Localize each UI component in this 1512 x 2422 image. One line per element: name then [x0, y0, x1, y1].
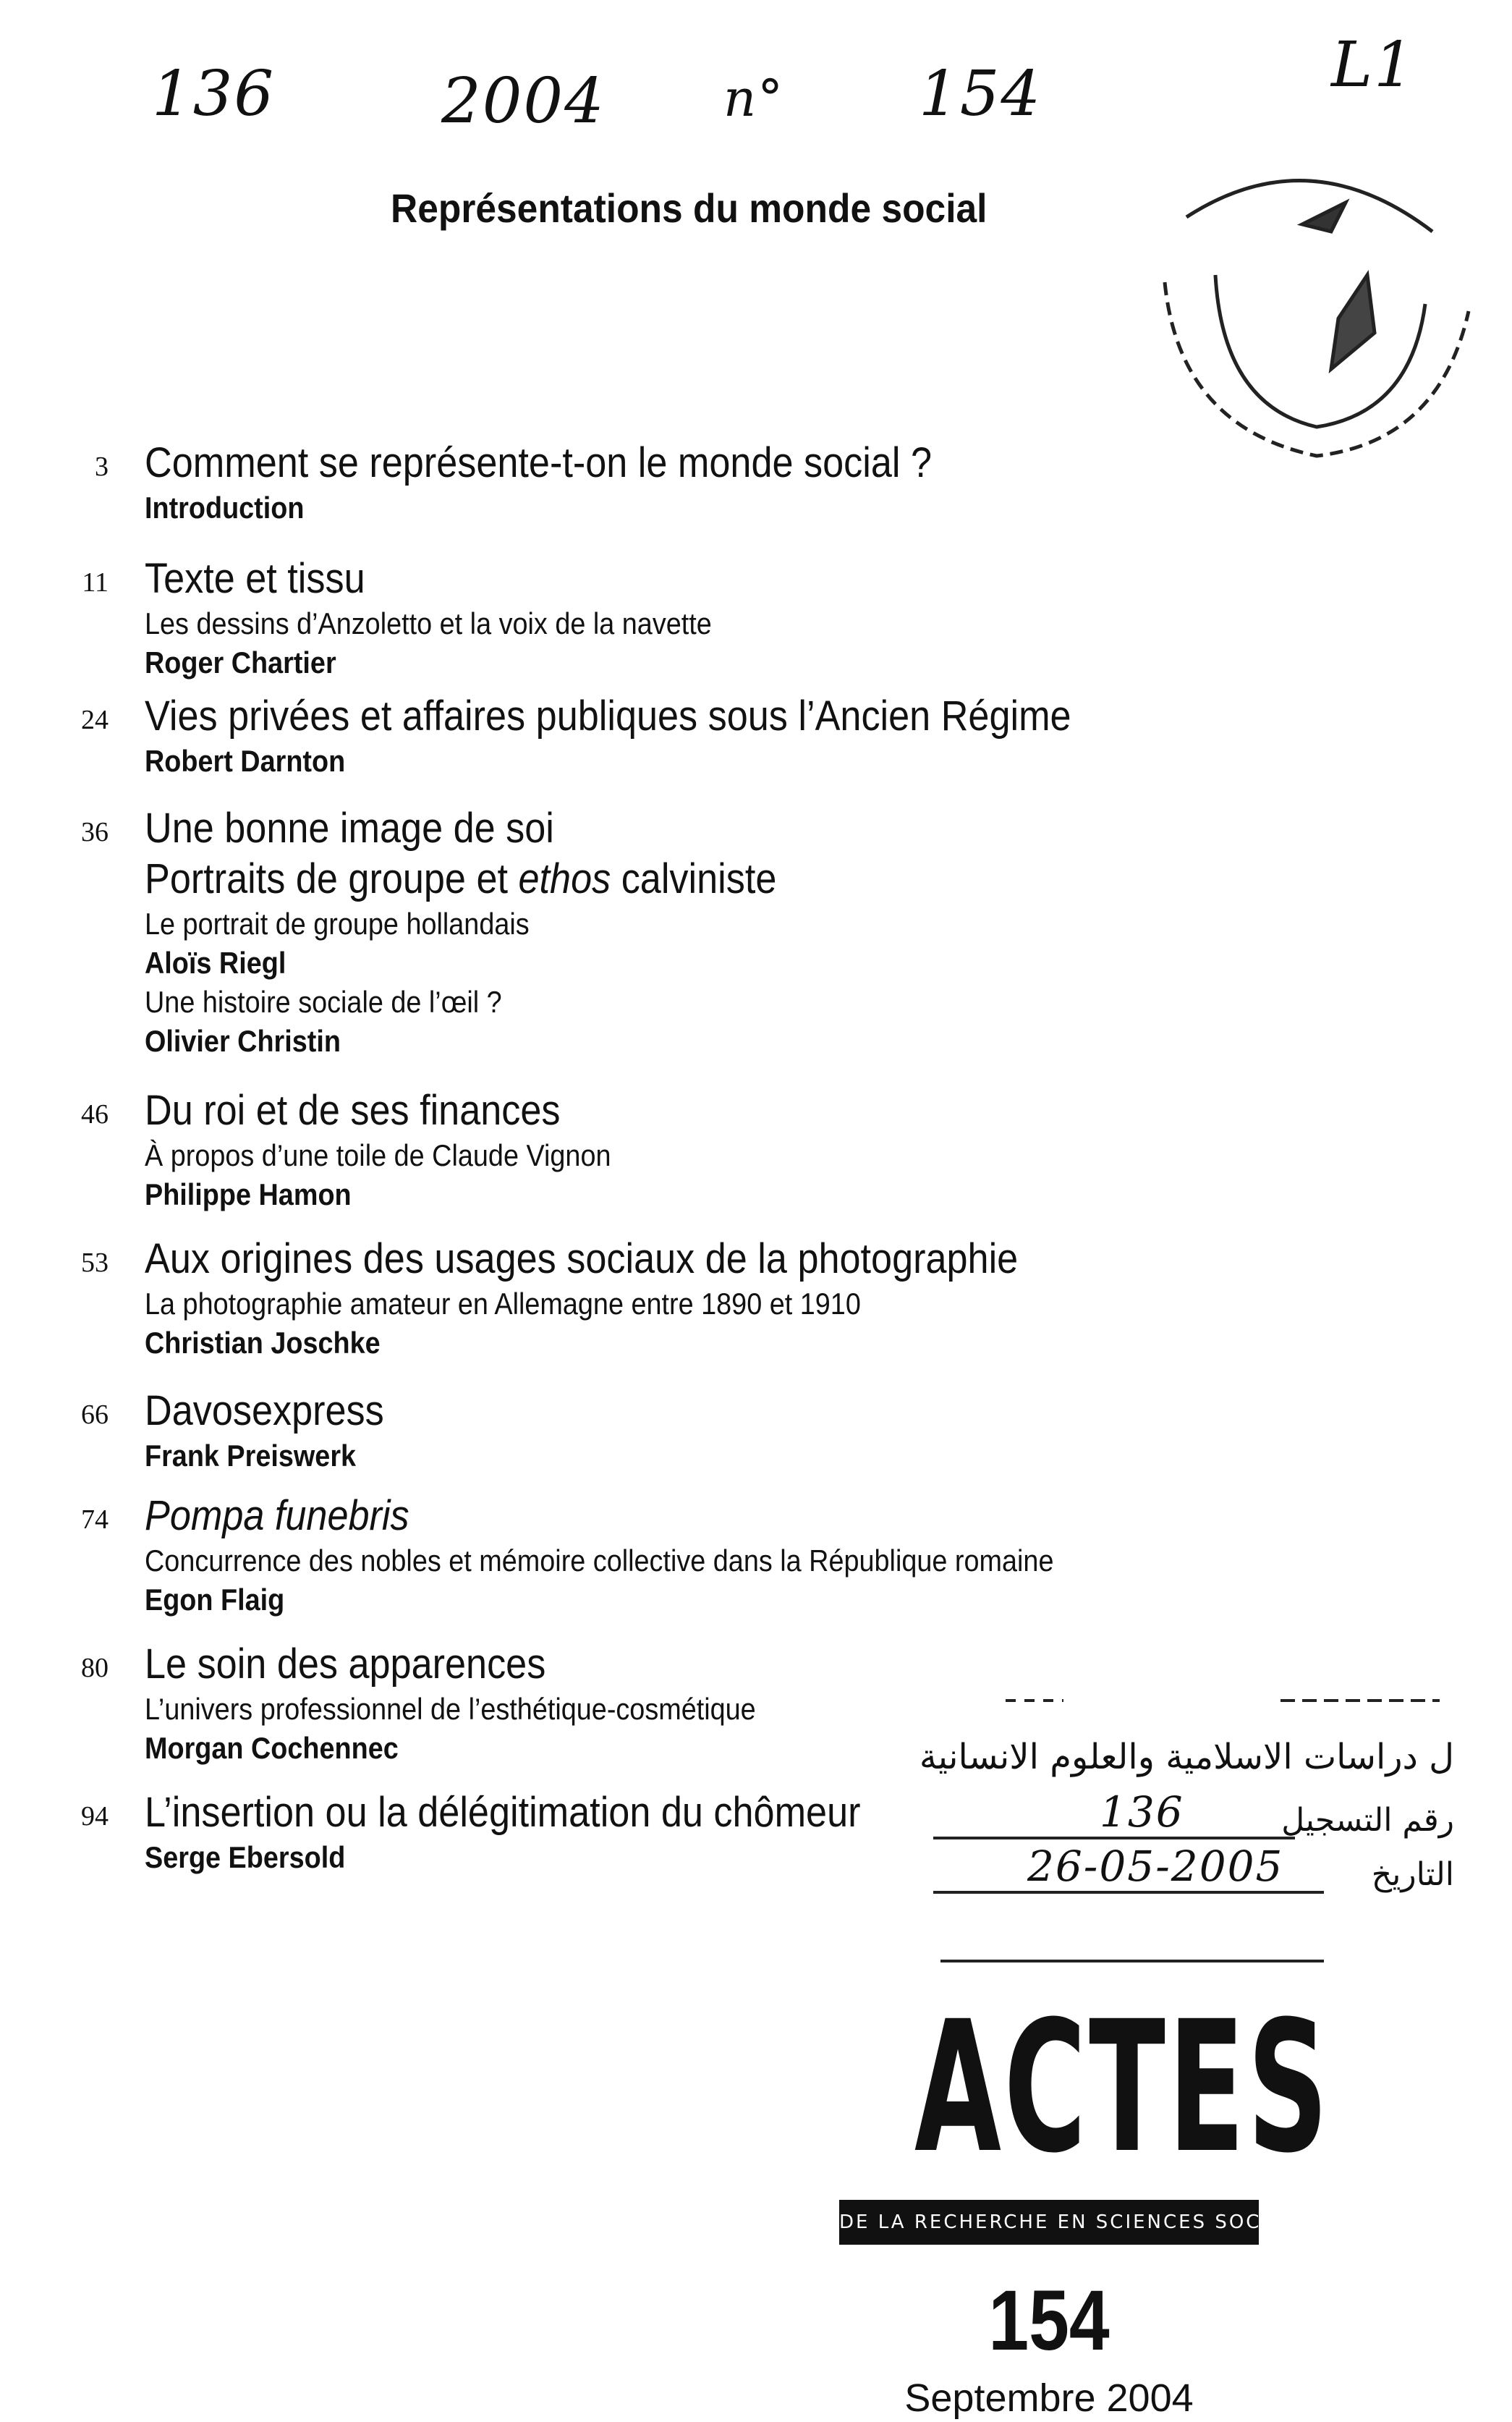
- handwritten-number: 136: [152, 58, 276, 130]
- toc-title: Davosexpress: [145, 1387, 384, 1434]
- toc-page-number: 36: [81, 817, 109, 847]
- toc-entry-body: [145, 1639, 756, 1768]
- toc-page-number: 3: [95, 452, 109, 482]
- toc-subtitle: À propos d’une toile de Claude Vignon: [145, 1138, 611, 1172]
- stamp-institution: ل دراسات الاسلامية والعلوم الانسانية: [919, 1737, 1454, 1777]
- toc-author: Roger Chartier: [145, 645, 336, 679]
- toc-title: Du roi et de ses finances: [145, 1087, 561, 1134]
- toc-author: Aloïs Riegl: [145, 946, 286, 980]
- toc-author: Morgan Cochennec: [145, 1731, 399, 1765]
- toc-entry-body: [145, 438, 932, 528]
- toc-page-number: 94: [81, 1801, 109, 1832]
- stamp-registration-label: رقم التسجيل: [1281, 1802, 1454, 1839]
- toc-subtitle: L’univers professionnel de l’esthétique-cosmétique: [145, 1692, 756, 1726]
- actes-logo: ACTES: [914, 1982, 1331, 2193]
- toc-author: Introduction: [145, 491, 305, 525]
- toc-entry-body: [145, 1234, 1018, 1363]
- toc-subtitle: Concurrence des nobles et mémoire collective dans la République romaine: [145, 1544, 1054, 1578]
- handwritten-corner: L1: [1331, 29, 1415, 101]
- toc-page-number: 24: [81, 705, 109, 735]
- toc-author: Olivier Christin: [145, 1024, 341, 1058]
- toc-subtitle: La photographie amateur en Allemagne entre 1890 et 1910: [145, 1287, 861, 1321]
- toc-page-number: 80: [81, 1653, 109, 1683]
- page-title: Représentations du monde social: [391, 185, 988, 231]
- toc-author: Christian Joschke: [145, 1326, 381, 1360]
- toc-page-number: 46: [81, 1099, 109, 1130]
- toc-page-number: 11: [82, 567, 109, 598]
- toc-subtitle: Les dessins d’Anzoletto et la voix de la navette: [145, 606, 712, 640]
- toc-author: Philippe Hamon: [145, 1177, 352, 1211]
- toc-page-number: 74: [81, 1504, 109, 1535]
- toc-subtitle: Une histoire sociale de l’œil ?: [145, 985, 502, 1019]
- library-stamp-icon: [1136, 166, 1483, 470]
- toc-entry-body: [145, 803, 776, 1061]
- italic-word: ethos: [518, 855, 611, 902]
- toc-title: Comment se représente-t-on le monde social ?: [145, 439, 933, 486]
- toc-page-number: 53: [81, 1248, 109, 1278]
- toc-title: Une bonne image de soi: [145, 805, 554, 852]
- handwritten-no: n°: [723, 69, 785, 128]
- toc-title: Aux origines des usages sociaux de la photographie: [145, 1235, 1019, 1282]
- toc-entry-body: [145, 1386, 384, 1475]
- toc-title: L’insertion ou la délégitimation du chômeur: [145, 1789, 861, 1836]
- toc-author: Serge Ebersold: [145, 1840, 346, 1874]
- toc-author: Egon Flaig: [145, 1583, 285, 1617]
- actes-subtitle-band: DE LA RECHERCHE EN SCIENCES SOCIALES: [839, 2200, 1259, 2245]
- stamp-date-value: 26-05-2005: [1027, 1842, 1284, 1891]
- toc-entry-body: [145, 691, 1071, 781]
- toc-entry-body: [145, 554, 712, 682]
- handwritten-issue: 154: [919, 58, 1042, 130]
- handwritten-year: 2004: [441, 65, 606, 137]
- issue-number: 154: [988, 2273, 1110, 2368]
- toc-title: Texte et tissu: [145, 555, 365, 602]
- issue-date: Septembre 2004: [904, 2376, 1194, 2420]
- toc-page-number: 66: [81, 1400, 109, 1430]
- toc-subtitle: Le portrait de groupe hollandais: [145, 907, 530, 941]
- toc-author: Frank Preiswerk: [145, 1439, 357, 1473]
- toc-entry-body: [145, 1491, 1053, 1619]
- toc-title: Portraits de groupe et ethos calviniste: [145, 855, 777, 902]
- toc-title: Le soin des apparences: [145, 1640, 546, 1688]
- toc-title: Vies privées et affaires publiques sous l’Ancien Régime: [145, 693, 1071, 740]
- toc-entry-body: [145, 1085, 611, 1214]
- stamp-registration-value: 136: [1100, 1787, 1184, 1837]
- masthead: [832, 1982, 1331, 2421]
- stamp-date-label: التاريخ: [1371, 1856, 1454, 1893]
- toc-title: Pompa funebris: [145, 1492, 409, 1539]
- toc-entry-body: [145, 1787, 861, 1877]
- toc-author: Robert Darnton: [145, 744, 346, 778]
- registration-stamp: [919, 1693, 1469, 1983]
